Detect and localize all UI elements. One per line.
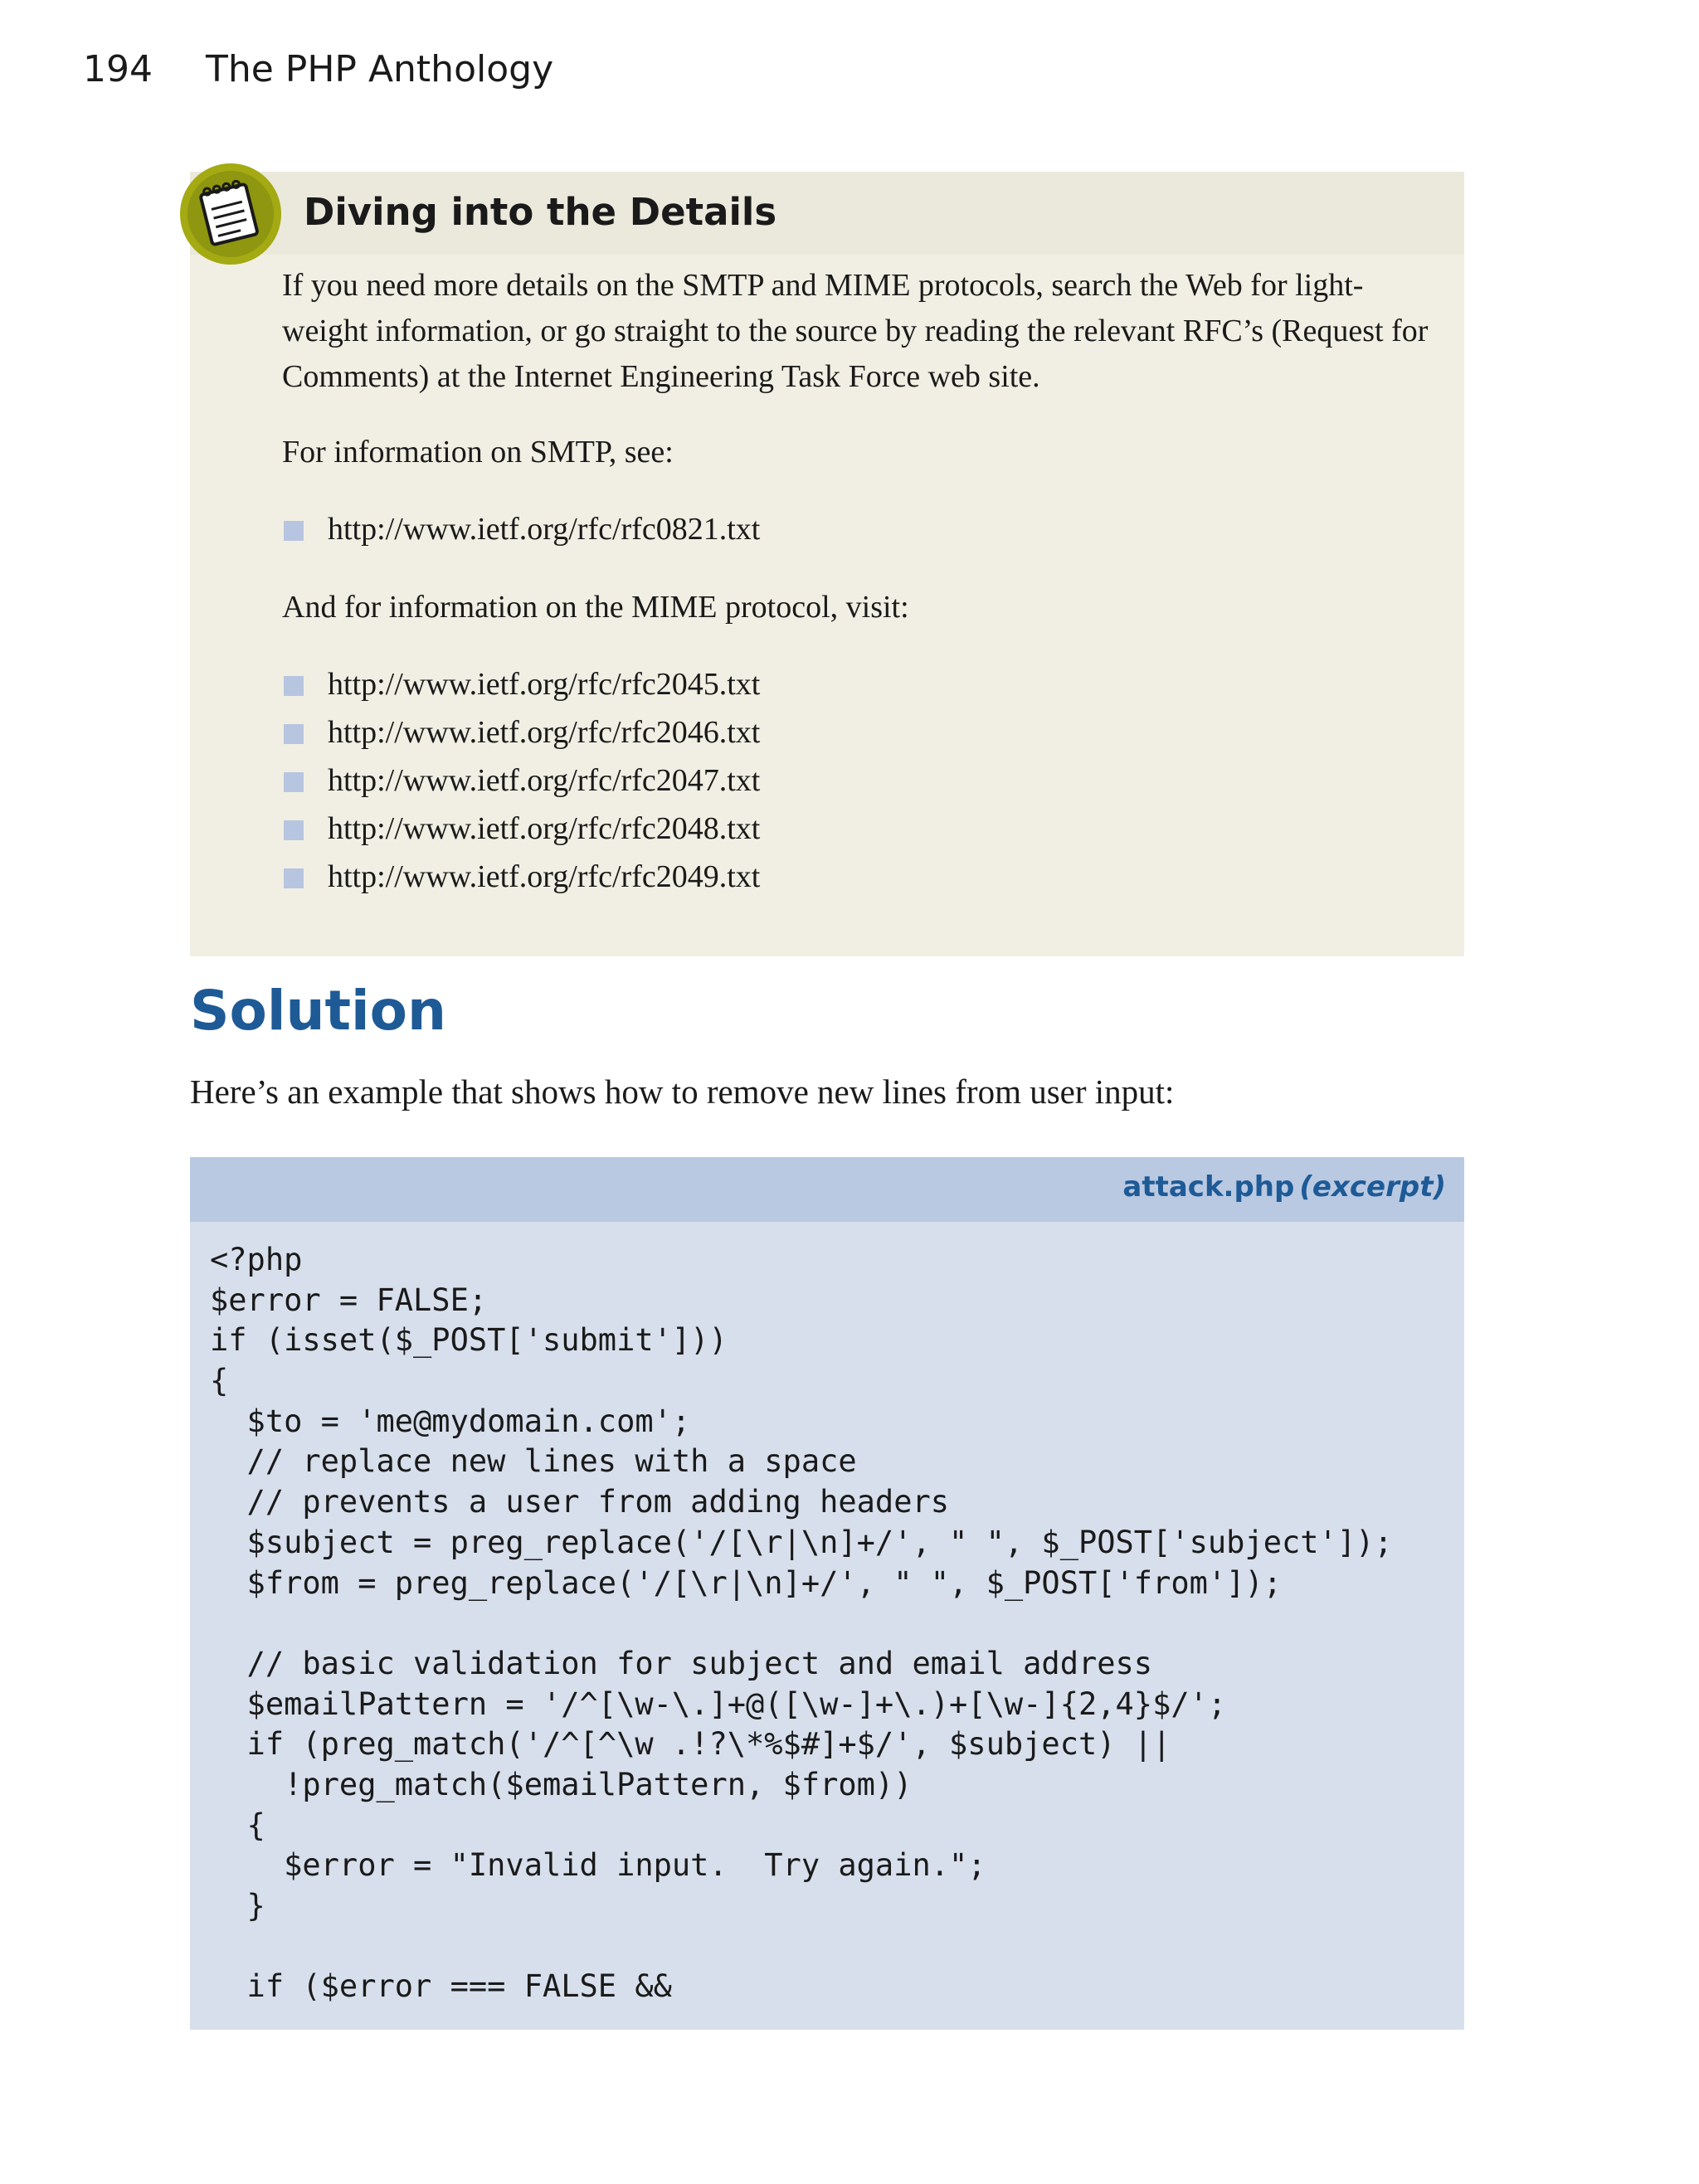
code-line: { [210, 1807, 265, 1843]
note-box [190, 172, 1464, 956]
code-line: if (isset($_POST['submit'])) [210, 1322, 728, 1359]
link-text[interactable]: http://www.ietf.org/rfc/rfc2046.txt [328, 715, 761, 750]
square-bullet-icon [284, 724, 304, 744]
code-line: if (preg_match('/^[^\w .!?\*%$#]+$/', $subject) || [210, 1726, 1171, 1763]
code-line: } [210, 1888, 265, 1924]
mime-link-list [282, 660, 1435, 901]
link-text[interactable]: http://www.ietf.org/rfc/rfc2047.txt [328, 763, 761, 798]
code-line: $subject = preg_replace('/[\r|\n]+/', " ", $_POST['subject']); [210, 1524, 1393, 1560]
section-intro: Here’s an example that shows how to remove new lines from user input: [190, 1073, 1175, 1111]
code-line: // prevents a user from adding headers [210, 1484, 950, 1520]
list-item [282, 708, 1435, 756]
code-line: $error = "Invalid input. Try again."; [210, 1847, 986, 1884]
mime-lead: And for information on the MIME protocol, visit: [282, 590, 909, 625]
code-listing [190, 1157, 1464, 2030]
page-number: 194 [83, 48, 153, 90]
page-header [83, 48, 553, 90]
code-line: $to = 'me@mydomain.com'; [210, 1403, 691, 1439]
code-line: $from = preg_replace('/[\r|\n]+/', " ", $_POST['from']); [210, 1564, 1283, 1601]
list-item [282, 505, 1435, 553]
code-body [210, 1240, 1393, 2007]
code-line [210, 1927, 1393, 1968]
list-item [282, 853, 1435, 901]
code-line: if ($error === FALSE && [210, 1968, 672, 2005]
code-filename [1122, 1170, 1446, 1204]
note-intro: If you need more details on the SMTP and MIME protocols, search the Web for light-weight information, or go straight to the source by reading the relevant RFC’s (Request for Comments) at the Internet Engineering Task Force web site. [282, 268, 1429, 394]
link-text[interactable]: http://www.ietf.org/rfc/rfc2049.txt [328, 859, 761, 894]
code-line: $error = FALSE; [210, 1282, 488, 1318]
note-title-bar [190, 172, 1464, 255]
link-text[interactable]: http://www.ietf.org/rfc/rfc2048.txt [328, 811, 761, 846]
list-item [282, 660, 1435, 708]
square-bullet-icon [284, 868, 304, 888]
code-header [190, 1157, 1464, 1222]
square-bullet-icon [284, 772, 304, 792]
square-bullet-icon [284, 820, 304, 840]
list-item [282, 805, 1435, 853]
code-line: { [210, 1363, 229, 1399]
filename-text: attack.php [1122, 1170, 1295, 1204]
code-line: !preg_match($emailPattern, $from)) [210, 1766, 913, 1802]
code-line: // replace new lines with a space [210, 1443, 857, 1480]
code-line: // basic validation for subject and email address [210, 1645, 1153, 1681]
list-item [282, 756, 1435, 805]
code-line [210, 1603, 1393, 1644]
code-line: $emailPattern = '/^[\w-\.]+@([\w-]+\.)+[\w-]{2,4}$/'; [210, 1685, 1227, 1722]
link-text[interactable]: http://www.ietf.org/rfc/rfc2045.txt [328, 667, 761, 702]
square-bullet-icon [284, 521, 304, 541]
code-line: <?php [210, 1242, 303, 1277]
note-body [282, 263, 1435, 932]
square-bullet-icon [284, 676, 304, 696]
smtp-link-list [282, 505, 1435, 553]
notepad-icon [178, 162, 283, 266]
link-text[interactable]: http://www.ietf.org/rfc/rfc0821.txt [328, 512, 761, 547]
excerpt-label: (excerpt) [1299, 1170, 1446, 1204]
section-heading: Solution [190, 979, 446, 1043]
running-title: The PHP Anthology [205, 48, 554, 90]
note-title: Diving into the Details [304, 190, 777, 234]
smtp-lead: For information on SMTP, see: [282, 435, 674, 469]
